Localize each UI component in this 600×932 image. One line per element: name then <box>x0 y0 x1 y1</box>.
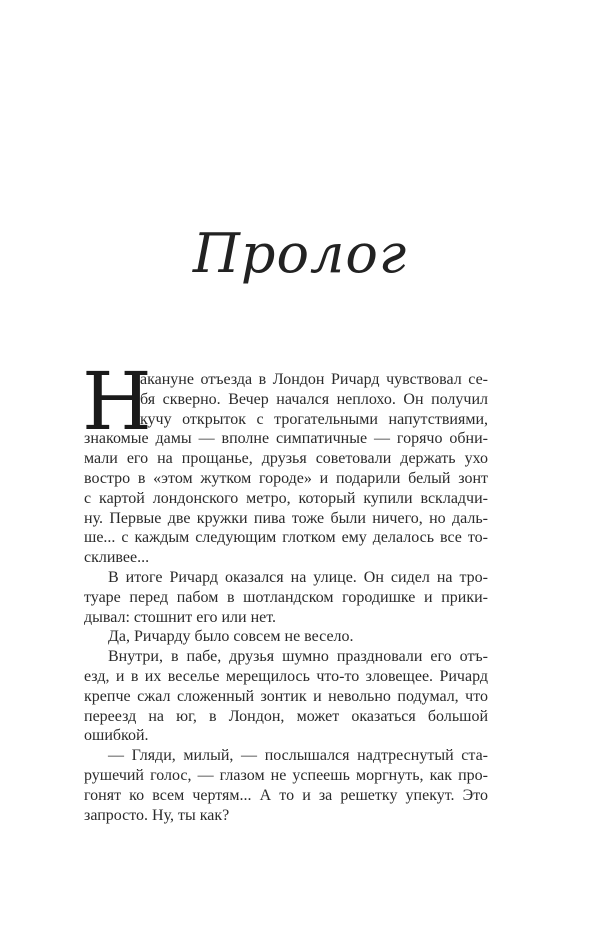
text-line: — Гляди, милый, — послышался надтреснутый ста- <box>108 747 488 765</box>
text-line: ошибкой. <box>84 727 149 745</box>
drop-cap: Н <box>82 355 152 448</box>
text-line: В итоге Ричард оказался на улице. Он сидел на тро- <box>108 568 488 586</box>
body-text <box>82 355 488 825</box>
text-line: с картой лондонского метро, который купили вскладчи- <box>84 489 488 507</box>
text-line: крепче сжал сложенный зонтик и невольно подумал, что <box>84 687 488 705</box>
text-line: скливее... <box>84 549 150 567</box>
text-line: Да, Ричарду было совсем не весело. <box>108 628 354 646</box>
text-line: гонят ко всем чертям... А то и за решетку упекут. Это <box>84 786 488 804</box>
text-line: акануне отъезда в Лондон Ричард чувствовал се- <box>140 371 488 388</box>
text-line: знакомые дамы — вполне симпатичные — горячо обни- <box>84 430 488 448</box>
text-line: туаре перед пабом в шотландском городишке и прики- <box>84 588 488 606</box>
text-line: бя скверно. Вечер начался неплохо. Он получил <box>140 390 488 408</box>
text-line: запросто. Ну, ты как? <box>84 806 230 824</box>
chapter-title: Пролог <box>192 222 408 285</box>
text-line: переезд на юг, в Лондон, может оказаться большой <box>84 707 488 725</box>
text-line: ше... с каждым следующим глотком ему делалось все то- <box>84 529 488 547</box>
text-line: кучу открыток с трогательными напутствиями, <box>140 410 488 428</box>
text-line: езд, и в их веселье мерещилось что-то зловещее. Ричард <box>84 667 488 685</box>
text-line: мали его на прощанье, друзья советовали держать ухо <box>84 450 488 468</box>
text-line: дывал: стошнит его или нет. <box>84 608 277 626</box>
text-line: востро в «этом жутком городе» и подарили белый зонт <box>84 469 488 487</box>
text-line: рушечий голос, — глазом не успеешь моргнуть, как про- <box>84 766 488 784</box>
text-line: ну. Первые две кружки пива тоже были ничего, но даль- <box>84 509 488 527</box>
text-line: Внутри, в пабе, друзья шумно праздновали его отъ- <box>108 648 488 666</box>
